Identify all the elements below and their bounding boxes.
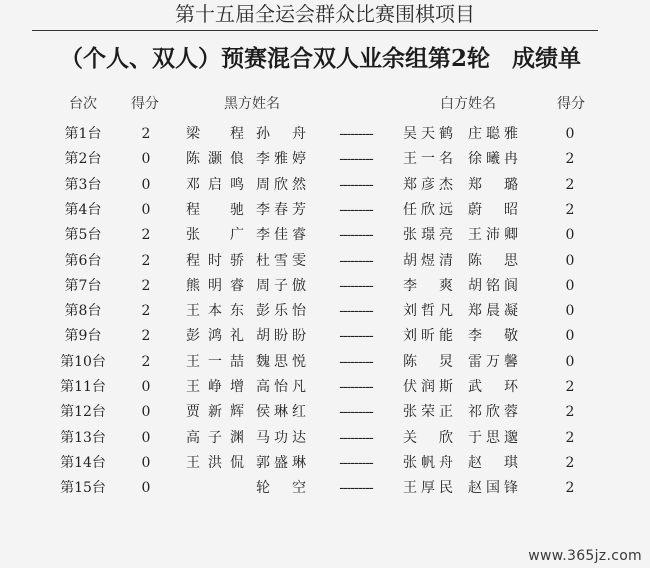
white-player-2: 赵国锋	[468, 480, 518, 496]
black-player-1: 王一喆	[186, 354, 244, 370]
table-number: 第10台	[60, 354, 106, 370]
subtitle-main: （个人、双人）预赛混合双人业余组第2轮	[60, 45, 491, 72]
versus-dashes: ---------	[339, 253, 373, 269]
white-player-2: 郑璐	[468, 177, 518, 193]
table-row	[0, 175, 650, 195]
black-score: 2	[141, 227, 151, 243]
versus-dashes: ---------	[339, 303, 373, 319]
table-row	[0, 149, 650, 169]
white-player-1: 郑彦杰	[403, 177, 453, 193]
white-player-1: 任欣远	[403, 202, 453, 218]
black-player-1: 程时骄	[186, 253, 244, 269]
versus-dashes: ---------	[339, 328, 373, 344]
versus-dashes: ---------	[339, 227, 373, 243]
black-player-1: 熊明睿	[186, 278, 244, 294]
white-score: 2	[565, 404, 575, 420]
table-number: 第7台	[64, 278, 102, 294]
col-header-black-names: 黑方姓名	[224, 96, 280, 112]
table-number: 第2台	[64, 151, 102, 167]
table-number: 第4台	[64, 202, 102, 218]
black-score: 2	[141, 354, 151, 370]
white-player-1: 张帆舟	[403, 455, 453, 471]
black-player-1: 程驰	[186, 202, 244, 218]
white-player-2: 庄聪雅	[468, 126, 518, 142]
black-player-2: 李雅婷	[256, 151, 306, 167]
versus-dashes: ---------	[339, 278, 373, 294]
black-player-1: 梁程	[186, 126, 244, 142]
black-player-1: 陈灏俍	[186, 151, 244, 167]
white-player-2: 陈思	[468, 253, 518, 269]
table-row	[0, 402, 650, 422]
versus-dashes: ---------	[339, 480, 373, 496]
black-player-1: 邓启鸣	[186, 177, 244, 193]
white-player-2: 王沛卿	[468, 227, 518, 243]
table-row	[0, 428, 650, 448]
black-score: 0	[141, 404, 151, 420]
black-score: 0	[141, 455, 151, 471]
black-player-2: 李佳睿	[256, 227, 306, 243]
table-number: 第12台	[60, 404, 106, 420]
white-player-2: 胡铭阆	[468, 278, 518, 294]
white-player-2: 祁欣蓉	[468, 404, 518, 420]
black-player-2: 轮空	[256, 480, 306, 496]
black-score: 0	[141, 151, 151, 167]
table-row	[0, 377, 650, 397]
black-score: 2	[141, 303, 151, 319]
white-score: 0	[565, 126, 575, 142]
versus-dashes: ---------	[339, 151, 373, 167]
white-player-2: 赵琪	[468, 455, 518, 471]
table-number: 第14台	[60, 455, 106, 471]
black-score: 0	[141, 379, 151, 395]
white-score: 0	[565, 278, 575, 294]
versus-dashes: ---------	[339, 177, 373, 193]
col-header-score-black: 得分	[131, 96, 159, 112]
white-player-2: 李敬	[468, 328, 518, 344]
black-player-2: 郭盛琳	[256, 455, 306, 471]
black-player-2: 周欣然	[256, 177, 306, 193]
table-row	[0, 251, 650, 271]
table-number: 第5台	[64, 227, 102, 243]
black-player-1: 王洪侃	[186, 455, 244, 471]
black-player-2: 高怡凡	[256, 379, 306, 395]
header-divider	[32, 30, 598, 31]
white-player-1: 王厚民	[403, 480, 453, 496]
versus-dashes: ---------	[339, 126, 373, 142]
table-number: 第6台	[64, 253, 102, 269]
black-player-2: 孙舟	[256, 126, 306, 142]
col-header-white-names: 白方姓名	[440, 96, 496, 112]
watermark: www.365jz.com	[528, 548, 642, 564]
table-number: 第1台	[64, 126, 102, 142]
white-player-2: 雷万馨	[468, 354, 518, 370]
table-number: 第3台	[64, 177, 102, 193]
white-score: 2	[565, 151, 575, 167]
black-player-1: 王峥增	[186, 379, 244, 395]
white-player-1: 刘昕能	[403, 328, 453, 344]
table-row	[0, 352, 650, 372]
table-number: 第11台	[60, 379, 106, 395]
white-player-1: 吴天鹤	[403, 126, 453, 142]
table-number: 第13台	[60, 430, 106, 446]
col-header-table: 台次	[69, 96, 97, 112]
white-score: 0	[565, 354, 575, 370]
white-score: 0	[565, 303, 575, 319]
white-score: 2	[565, 455, 575, 471]
versus-dashes: ---------	[339, 202, 373, 218]
table-number: 第9台	[64, 328, 102, 344]
black-player-1: 彭鸿礼	[186, 328, 244, 344]
black-player-2: 胡盼盼	[256, 328, 306, 344]
page-subtitle	[60, 42, 581, 78]
white-score: 0	[565, 328, 575, 344]
white-score: 2	[565, 202, 575, 218]
table-row	[0, 301, 650, 321]
black-score: 2	[141, 278, 151, 294]
black-score: 2	[141, 253, 151, 269]
white-player-2: 于思邈	[468, 430, 518, 446]
table-row	[0, 478, 650, 498]
versus-dashes: ---------	[339, 379, 373, 395]
versus-dashes: ---------	[339, 404, 373, 420]
versus-dashes: ---------	[339, 430, 373, 446]
white-score: 0	[565, 227, 575, 243]
black-score: 0	[141, 480, 151, 496]
white-score: 0	[565, 253, 575, 269]
table-row	[0, 124, 650, 144]
black-player-2: 李春芳	[256, 202, 306, 218]
white-player-2: 郑晨凝	[468, 303, 518, 319]
table-row	[0, 326, 650, 346]
black-player-1: 王本东	[186, 303, 244, 319]
black-player-1: 张广	[186, 227, 244, 243]
col-header-score-white: 得分	[557, 96, 585, 112]
table-number: 第8台	[64, 303, 102, 319]
white-player-2: 武环	[468, 379, 518, 395]
table-row	[0, 200, 650, 220]
white-player-1: 张荣正	[403, 404, 453, 420]
black-score: 0	[141, 177, 151, 193]
white-score: 2	[565, 480, 575, 496]
page-header-title: 第十五届全运会群众比赛围棋项目	[175, 2, 475, 26]
white-player-1: 王一名	[403, 151, 453, 167]
table-row	[0, 453, 650, 473]
white-player-1: 胡煜清	[403, 253, 453, 269]
white-player-2: 蔚昭	[468, 202, 518, 218]
white-player-1: 张璟亮	[403, 227, 453, 243]
black-score: 0	[141, 430, 151, 446]
white-player-1: 李爽	[403, 278, 453, 294]
black-player-2: 彭乐怡	[256, 303, 306, 319]
white-player-1: 陈炅	[403, 354, 453, 370]
black-player-2: 魏思悦	[256, 354, 306, 370]
white-score: 2	[565, 177, 575, 193]
black-player-1: 高子渊	[186, 430, 244, 446]
white-player-1: 刘哲凡	[403, 303, 453, 319]
black-player-2: 周子倣	[256, 278, 306, 294]
table-row	[0, 225, 650, 245]
table-number: 第15台	[60, 480, 106, 496]
black-player-1: 贾新辉	[186, 404, 244, 420]
black-player-2: 侯琳红	[256, 404, 306, 420]
black-score: 2	[141, 328, 151, 344]
versus-dashes: ---------	[339, 354, 373, 370]
white-player-2: 徐曦冉	[468, 151, 518, 167]
column-headers	[0, 94, 650, 114]
black-score: 2	[141, 126, 151, 142]
subtitle-result: 成绩单	[512, 45, 582, 72]
white-player-1: 伏润斯	[403, 379, 453, 395]
white-score: 2	[565, 430, 575, 446]
black-score: 0	[141, 202, 151, 218]
white-score: 2	[565, 379, 575, 395]
black-player-2: 马功达	[256, 430, 306, 446]
versus-dashes: ---------	[339, 455, 373, 471]
table-row	[0, 276, 650, 296]
white-player-1: 关欣	[403, 430, 453, 446]
black-player-2: 杜雪雯	[256, 253, 306, 269]
